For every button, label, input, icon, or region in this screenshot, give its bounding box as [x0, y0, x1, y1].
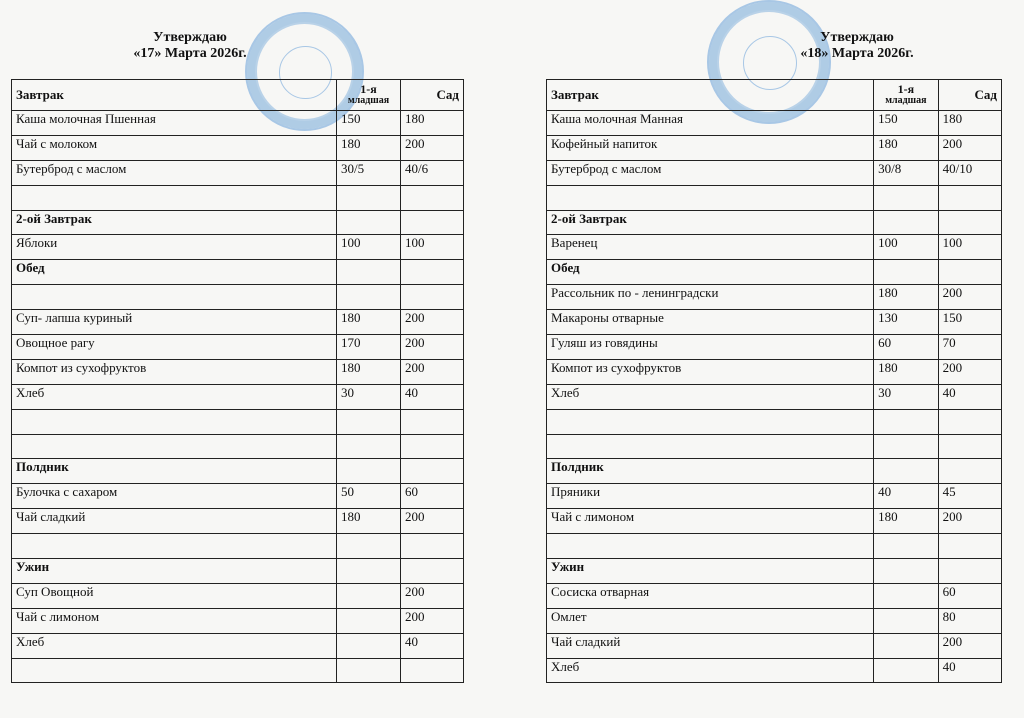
table-row [547, 260, 1002, 285]
approval-date: «18» Марта 2026г. [800, 46, 914, 61]
portion-junior [874, 260, 938, 285]
meal-item-name: Чай сладкий [547, 633, 874, 658]
portion-junior [874, 633, 938, 658]
portion-junior: 60 [874, 335, 938, 360]
meal-item-name: Компот из сухофруктов [12, 359, 337, 384]
meal-item-name: Бутерброд с маслом [12, 160, 337, 185]
table-row [547, 633, 1002, 658]
portion-junior: 180 [874, 359, 938, 384]
table-row [547, 534, 1002, 559]
table-row [12, 583, 464, 608]
portion-garden [401, 210, 464, 235]
meal-item-name: Обед [12, 260, 337, 285]
portion-garden: 40/10 [938, 160, 1001, 185]
portion-junior [337, 534, 401, 559]
portion-garden [938, 534, 1001, 559]
portion-junior [874, 534, 938, 559]
portion-garden [938, 559, 1001, 584]
table-row [547, 335, 1002, 360]
meal-item-name: Омлет [547, 608, 874, 633]
meal-item-name: Рассольник по - ленинградски [547, 285, 874, 310]
meal-item-name: Суп- лапша куриный [12, 310, 337, 335]
portion-junior: 100 [337, 235, 401, 260]
portion-junior [337, 185, 401, 210]
portion-garden: 80 [938, 608, 1001, 633]
meal-item-name: Чай с лимоном [547, 509, 874, 534]
portion-garden [938, 409, 1001, 434]
portion-garden: 40 [938, 658, 1001, 683]
table-row [547, 559, 1002, 584]
portion-garden [401, 185, 464, 210]
meal-item-name: Пряники [547, 484, 874, 509]
portion-garden [938, 210, 1001, 235]
meal-item-name: Чай с лимоном [12, 608, 337, 633]
portion-garden [938, 185, 1001, 210]
portion-junior [874, 658, 938, 683]
portion-garden: 200 [401, 359, 464, 384]
portion-garden: 100 [938, 235, 1001, 260]
portion-garden: 200 [938, 135, 1001, 160]
portion-garden: 45 [938, 484, 1001, 509]
portion-garden: 40 [401, 384, 464, 409]
approval-label: Утверждаю [820, 30, 894, 45]
table-row [12, 384, 464, 409]
menu-page-day-2 [512, 0, 1024, 718]
meal-item-name: Бутерброд с маслом [547, 160, 874, 185]
portion-junior [874, 608, 938, 633]
header-group-junior-label: 1-я [360, 82, 377, 96]
portion-junior [874, 434, 938, 459]
meal-item-name [547, 434, 874, 459]
portion-garden [401, 434, 464, 459]
portion-junior: 180 [874, 135, 938, 160]
portion-garden: 200 [401, 583, 464, 608]
approval-block [90, 30, 290, 62]
portion-garden: 200 [938, 633, 1001, 658]
meal-item-name: 2-ой Завтрак [547, 210, 874, 235]
meal-item-name: Обед [547, 260, 874, 285]
portion-junior: 150 [874, 111, 938, 136]
table-row [547, 310, 1002, 335]
portion-junior: 40 [874, 484, 938, 509]
table-row [12, 310, 464, 335]
table-row [547, 135, 1002, 160]
table-row [12, 210, 464, 235]
header-meal: Завтрак [547, 80, 874, 111]
table-row [547, 583, 1002, 608]
portion-garden: 40/6 [401, 160, 464, 185]
portion-junior: 30 [337, 384, 401, 409]
meal-item-name: Каша молочная Манная [547, 111, 874, 136]
table-row [547, 409, 1002, 434]
table-row [12, 633, 464, 658]
meal-item-name: Компот из сухофруктов [547, 359, 874, 384]
portion-junior [337, 583, 401, 608]
approval-date: «17» Марта 2026г. [133, 46, 247, 61]
meal-item-name: 2-ой Завтрак [12, 210, 337, 235]
table-row [12, 658, 464, 683]
portion-junior: 30/8 [874, 160, 938, 185]
portion-junior: 170 [337, 335, 401, 360]
meal-item-name: Сосиска отварная [547, 583, 874, 608]
portion-garden: 70 [938, 335, 1001, 360]
portion-garden: 40 [938, 384, 1001, 409]
portion-junior: 30 [874, 384, 938, 409]
portion-junior: 180 [337, 509, 401, 534]
portion-garden [938, 260, 1001, 285]
header-group-junior-sub: младшая [347, 95, 390, 106]
header-group-garden: Сад [401, 80, 464, 111]
header-group-junior [874, 80, 938, 111]
meal-item-name: Хлеб [547, 658, 874, 683]
header-meal: Завтрак [12, 80, 337, 111]
meal-item-name: Макароны отварные [547, 310, 874, 335]
meal-item-name: Хлеб [547, 384, 874, 409]
table-row [12, 235, 464, 260]
table-row [12, 434, 464, 459]
portion-junior [337, 260, 401, 285]
meal-item-name: Ужин [12, 559, 337, 584]
portion-junior [874, 409, 938, 434]
portion-garden: 180 [938, 111, 1001, 136]
meal-item-name [547, 409, 874, 434]
table-row [547, 509, 1002, 534]
portion-junior: 130 [874, 310, 938, 335]
portion-junior [337, 210, 401, 235]
portion-garden: 200 [938, 285, 1001, 310]
table-row [547, 608, 1002, 633]
portion-junior: 180 [874, 285, 938, 310]
portion-garden: 200 [401, 135, 464, 160]
portion-garden [938, 434, 1001, 459]
portion-junior [337, 633, 401, 658]
header-group-junior-label: 1-я [897, 82, 915, 96]
menu-table [546, 79, 1002, 683]
meal-item-name [12, 658, 337, 683]
table-row [547, 185, 1002, 210]
portion-garden [401, 285, 464, 310]
portion-junior [337, 559, 401, 584]
table-row [547, 160, 1002, 185]
header-group-garden: Сад [938, 80, 1001, 111]
meal-item-name: Каша молочная Пшенная [12, 111, 337, 136]
meal-item-name [12, 434, 337, 459]
table-row [547, 384, 1002, 409]
portion-junior [337, 409, 401, 434]
meal-item-name [12, 534, 337, 559]
menu-table [11, 79, 464, 683]
table-header-row [12, 80, 464, 111]
portion-garden: 60 [401, 484, 464, 509]
meal-item-name [547, 534, 874, 559]
meal-item-name: Чай с молоком [12, 135, 337, 160]
approval-block [757, 30, 957, 62]
portion-junior: 180 [874, 509, 938, 534]
table-row [547, 434, 1002, 459]
table-row [547, 459, 1002, 484]
portion-junior: 50 [337, 484, 401, 509]
meal-item-name [12, 409, 337, 434]
meal-item-name: Овощное рагу [12, 335, 337, 360]
portion-garden: 60 [938, 583, 1001, 608]
table-row [12, 534, 464, 559]
portion-garden: 150 [938, 310, 1001, 335]
portion-garden [401, 459, 464, 484]
portion-garden [401, 559, 464, 584]
table-row [12, 185, 464, 210]
meal-item-name: Хлеб [12, 633, 337, 658]
meal-item-name: Полдник [547, 459, 874, 484]
meal-item-name [12, 185, 337, 210]
portion-junior [337, 658, 401, 683]
table-row [547, 359, 1002, 384]
portion-junior: 150 [337, 111, 401, 136]
portion-garden: 200 [938, 509, 1001, 534]
portion-junior [874, 583, 938, 608]
portion-garden: 200 [401, 608, 464, 633]
portion-junior: 180 [337, 359, 401, 384]
approval-label: Утверждаю [153, 30, 227, 45]
portion-junior [874, 459, 938, 484]
meal-item-name: Чай сладкий [12, 509, 337, 534]
portion-junior [874, 559, 938, 584]
meal-item-name [547, 185, 874, 210]
meal-item-name: Яблоки [12, 235, 337, 260]
table-row [12, 608, 464, 633]
portion-junior [874, 185, 938, 210]
portion-junior: 30/5 [337, 160, 401, 185]
table-row [12, 509, 464, 534]
table-row [12, 285, 464, 310]
portion-junior: 100 [874, 235, 938, 260]
portion-garden [401, 534, 464, 559]
meal-item-name: Гуляш из говядины [547, 335, 874, 360]
portion-junior [874, 210, 938, 235]
meal-item-name: Варенец [547, 235, 874, 260]
portion-junior: 180 [337, 135, 401, 160]
portion-junior [337, 459, 401, 484]
portion-garden [938, 459, 1001, 484]
header-group-junior [337, 80, 401, 111]
portion-garden: 200 [401, 335, 464, 360]
table-row [12, 359, 464, 384]
meal-item-name: Полдник [12, 459, 337, 484]
table-row [12, 459, 464, 484]
portion-garden: 40 [401, 633, 464, 658]
meal-item-name: Ужин [547, 559, 874, 584]
table-header-row [547, 80, 1002, 111]
meal-item-name [12, 285, 337, 310]
portion-junior [337, 434, 401, 459]
table-row [547, 285, 1002, 310]
meal-item-name: Хлеб [12, 384, 337, 409]
portion-junior: 180 [337, 310, 401, 335]
portion-junior [337, 608, 401, 633]
table-row [12, 135, 464, 160]
table-row [547, 484, 1002, 509]
table-row [12, 409, 464, 434]
portion-garden [401, 260, 464, 285]
meal-item-name: Кофейный напиток [547, 135, 874, 160]
header-group-junior-sub: младшая [885, 95, 927, 106]
table-row [12, 484, 464, 509]
meal-item-name: Булочка с сахаром [12, 484, 337, 509]
portion-garden: 100 [401, 235, 464, 260]
table-row [12, 111, 464, 136]
meal-item-name: Суп Овощной [12, 583, 337, 608]
table-row [547, 111, 1002, 136]
table-row [12, 335, 464, 360]
portion-garden [401, 658, 464, 683]
portion-junior [337, 285, 401, 310]
table-row [547, 658, 1002, 683]
table-row [12, 260, 464, 285]
table-row [547, 235, 1002, 260]
table-row [12, 160, 464, 185]
portion-garden: 200 [938, 359, 1001, 384]
portion-garden: 200 [401, 509, 464, 534]
portion-garden: 180 [401, 111, 464, 136]
portion-garden: 200 [401, 310, 464, 335]
table-row [547, 210, 1002, 235]
table-row [12, 559, 464, 584]
portion-garden [401, 409, 464, 434]
